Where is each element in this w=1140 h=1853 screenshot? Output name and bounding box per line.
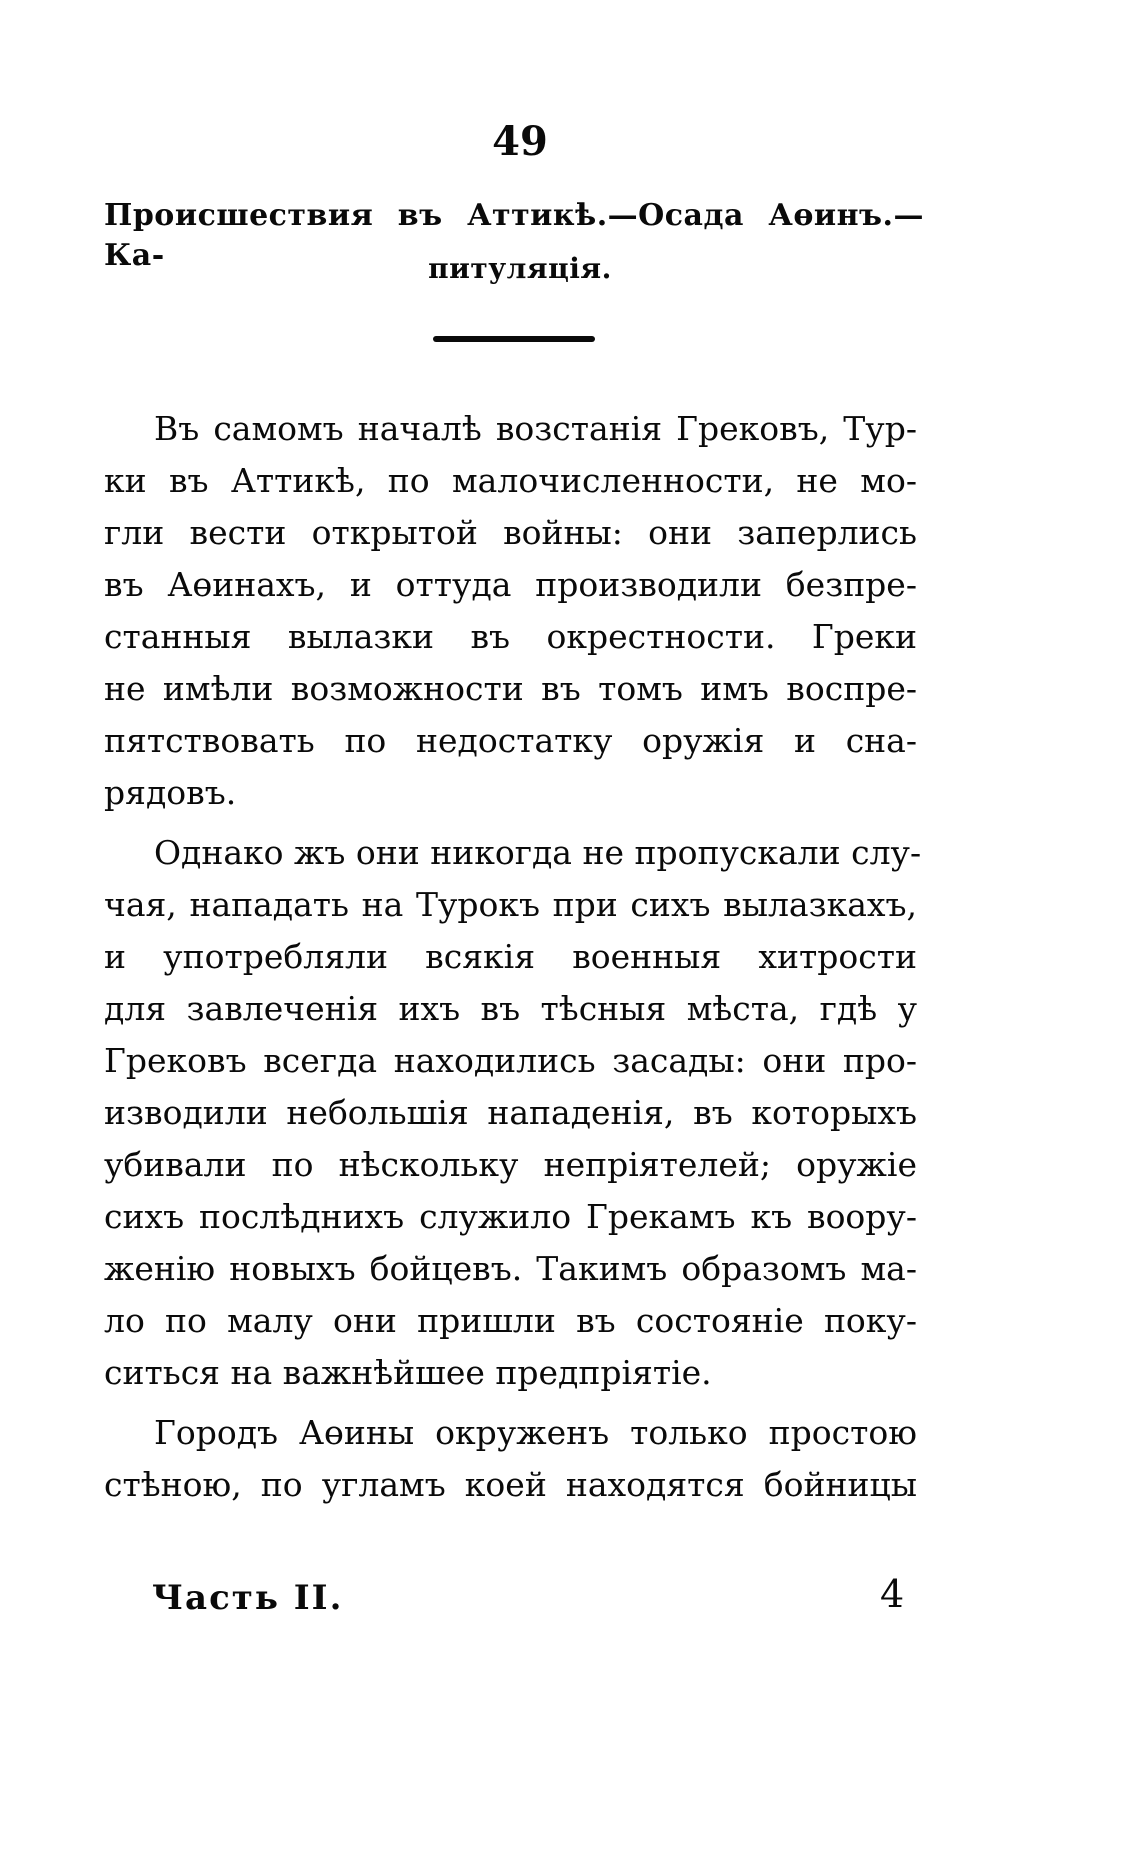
text-line: женію новыхъ бойцевъ. Такимъ образомъ ма- <box>104 1249 917 1288</box>
text-line: убивали по нѣскольку непріятелей; оружіе <box>104 1145 917 1184</box>
chapter-heading: Происшествия въ Аттикѣ.—Осада Аөинъ.—Ка- <box>104 198 924 273</box>
text-line: изводили небольшія нападенія, въ которыхъ <box>104 1093 917 1132</box>
heading-divider <box>433 336 595 342</box>
text-line: Однако жъ они никогда не пропускали слу- <box>154 833 922 872</box>
text-line: Городъ Аөины окруженъ только простою <box>154 1413 917 1452</box>
signature-mark: Часть II. <box>152 1578 344 1618</box>
text-line: чая, нападать на Турокъ при сихъ вылазкахъ, <box>104 885 917 924</box>
text-line: станныя вылазки въ окрестности. Греки <box>104 617 917 656</box>
text-line: стѣною, по угламъ коей находятся бойницы <box>104 1465 917 1504</box>
text-line: ки въ Аттикѣ, по малочисленности, не мо- <box>104 461 917 500</box>
text-line: Въ самомъ началѣ возстанія Грековъ, Тур- <box>154 409 917 448</box>
text-line: въ Аөинахъ, и оттуда производили безпре- <box>104 565 917 604</box>
text-line: ло по малу они пришли въ состояніе поку- <box>104 1301 917 1340</box>
text-line: сихъ послѣднихъ служило Грекамъ къ воору- <box>104 1197 917 1236</box>
text-line: Грековъ всегда находились засады: они про- <box>104 1041 917 1080</box>
text-line: и употребляли всякія военныя хитрости <box>104 937 917 976</box>
chapter-heading-continued: питуляція. <box>428 252 612 285</box>
text-line: ситься на важнѣйшее предпріятіе. <box>104 1353 712 1392</box>
text-line: для завлеченія ихъ въ тѣсныя мѣста, гдѣ у <box>104 989 917 1028</box>
text-line: рядовъ. <box>104 773 237 812</box>
text-line: не имѣли возможности въ томъ имъ воспре- <box>104 669 917 708</box>
page-number: 49 <box>492 118 548 165</box>
sheet-number: 4 <box>880 1572 905 1616</box>
text-line: гли вести открытой войны: они заперлись <box>104 513 917 552</box>
text-line: пятствовать по недостатку оружія и сна- <box>104 721 917 760</box>
